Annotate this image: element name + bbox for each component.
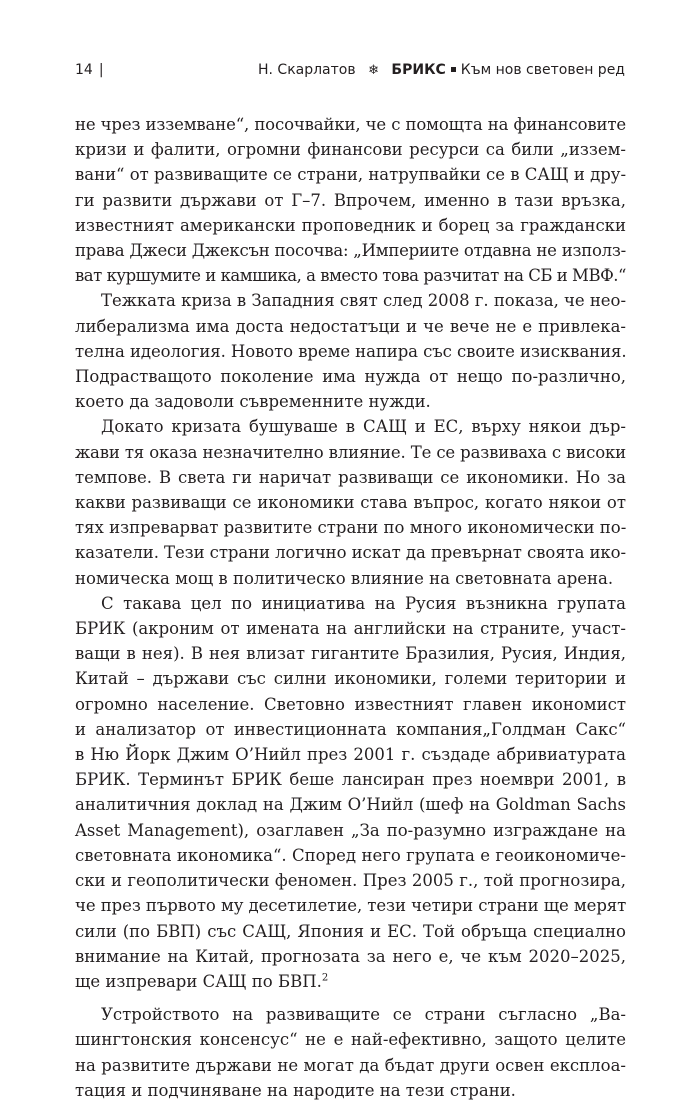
book-subtitle: Към нов световен ред [460,62,625,78]
text-line: ват куршумите и камшика, а вместо това разчитат на СБ и МВФ.“ [75,266,626,286]
text-line: ги развити държави от Г–7. Впрочем, именно в тази връзка, [75,190,626,210]
text-line: телна идеология. Новото време напира със своите изисквания. [75,341,627,361]
paragraph [75,414,626,590]
text-line: кризи и фалити, огромни финансови ресурси са били „иззем- [75,140,626,160]
text-line: което да задоволи съвременните нужди. [75,392,431,412]
text-line: ски и геополитически феномен. През 2005 г., той прогнозира, [75,871,626,891]
text-line: сили (по БВП) със САЩ, Япония и ЕС. Той обръща специално [75,921,626,941]
square-bullet-icon [451,67,456,72]
text-line: световната икономика“. Според него групата е геоикономиче- [75,845,626,865]
text-line: БРИК. Терминът БРИК беше лансиран през ноември 2001, в [75,770,626,790]
paragraph-gap [75,994,626,1002]
running-header [75,62,625,84]
paragraph [75,112,626,288]
body-text [75,112,626,1103]
text-line [75,969,626,994]
text-line: жави тя оказа незначително влияние. Те се развиваха с високи [75,442,626,462]
author-name: Н. Скарлатов [257,62,356,78]
text-line: номическа мощ в политическо влияние на световната арена. [75,568,614,588]
running-title [258,62,625,78]
text-line: известният американски проповедник и борец за граждански [75,215,626,235]
text-line: тях изпреварват развитите страни по много икономически по- [75,518,627,538]
text-line-content: ще изпревари САЩ по БВП. [75,971,322,991]
text-line: тация и подчиняване на народите на тези страни. [75,1080,516,1100]
text-line: права Джеси Джексън посочва: „Империите отдавна не използ- [75,241,626,261]
page-number-divider: | [98,62,104,78]
text-line: С такава цел по инициатива на Русия възникна групата [101,593,626,613]
text-line: вани“ от развиващите се страни, натрупвайки се в САЩ и дру- [75,165,626,185]
text-line: БРИК (акроним от имената на английски на страните, участ- [75,619,626,639]
text-line: в Ню Йорк Джим О’Нийл през 2001 г. създаде абривиатурата [75,745,626,765]
text-line: Устройството на развиващите се страни съгласно „Ва- [101,1005,626,1025]
text-line: не чрез изземване“, посочвайки, че с помощта на финансовите [75,115,626,134]
text-line: либерализма има доста недостатъци и че вече не е привлека- [75,316,626,336]
text-line: Докато кризата бушуваше в САЩ и ЕС, върху някои дър- [101,417,626,437]
text-line: ващи в нея). В нея влизат гигантите Бразилия, Русия, Индия, [75,644,626,664]
page-number-value: 14 [75,62,93,78]
text-line: казатели. Тези страни логично искат да превърнат своята ико- [75,543,626,563]
paragraph [75,591,626,994]
text-line: огромно население. Световно известният главен икономист [75,694,626,714]
book-title: БРИКС [391,62,446,78]
text-line: какви развиващи се икономики става въпрос, когато някои от [75,493,626,513]
text-line: Китай – държави със силни икономики, големи територии и [75,669,626,689]
text-line: темпове. В света ги наричат развиващи се икономики. Но за [75,467,626,487]
text-line: Тежката криза в Западния свят след 2008 г. показа, че нео- [101,291,626,311]
text-line: и анализатор от инвестиционната компания„Голдман Сакс“ [75,719,626,739]
footnote-reference[interactable]: 2 [321,972,329,984]
text-line: Asset Management), озаглавен „За по-разумно изграждане на [75,820,626,840]
text-line: шингтонския консенсус“ не е най-ефективно, защото целите [75,1030,626,1050]
text-line: че през първото му десетилетие, тези четири страни ще мерят [75,896,627,916]
text-line: внимание на Китай, прогнозата за него е, че към 2020–2025, [75,946,626,966]
snowflake-separator-icon: ❄ [368,63,379,78]
text-line: Подрастващото поколение има нужда от нещо по-различно, [75,367,626,387]
text-line: на развитите държави не могат да бъдат други освен експлоа- [75,1055,626,1075]
paragraph [75,288,626,414]
paragraph [75,1002,626,1103]
page-number [75,62,104,78]
text-line: аналитичния доклад на Джим О’Нийл (шеф на Goldman Sachs [75,795,626,815]
